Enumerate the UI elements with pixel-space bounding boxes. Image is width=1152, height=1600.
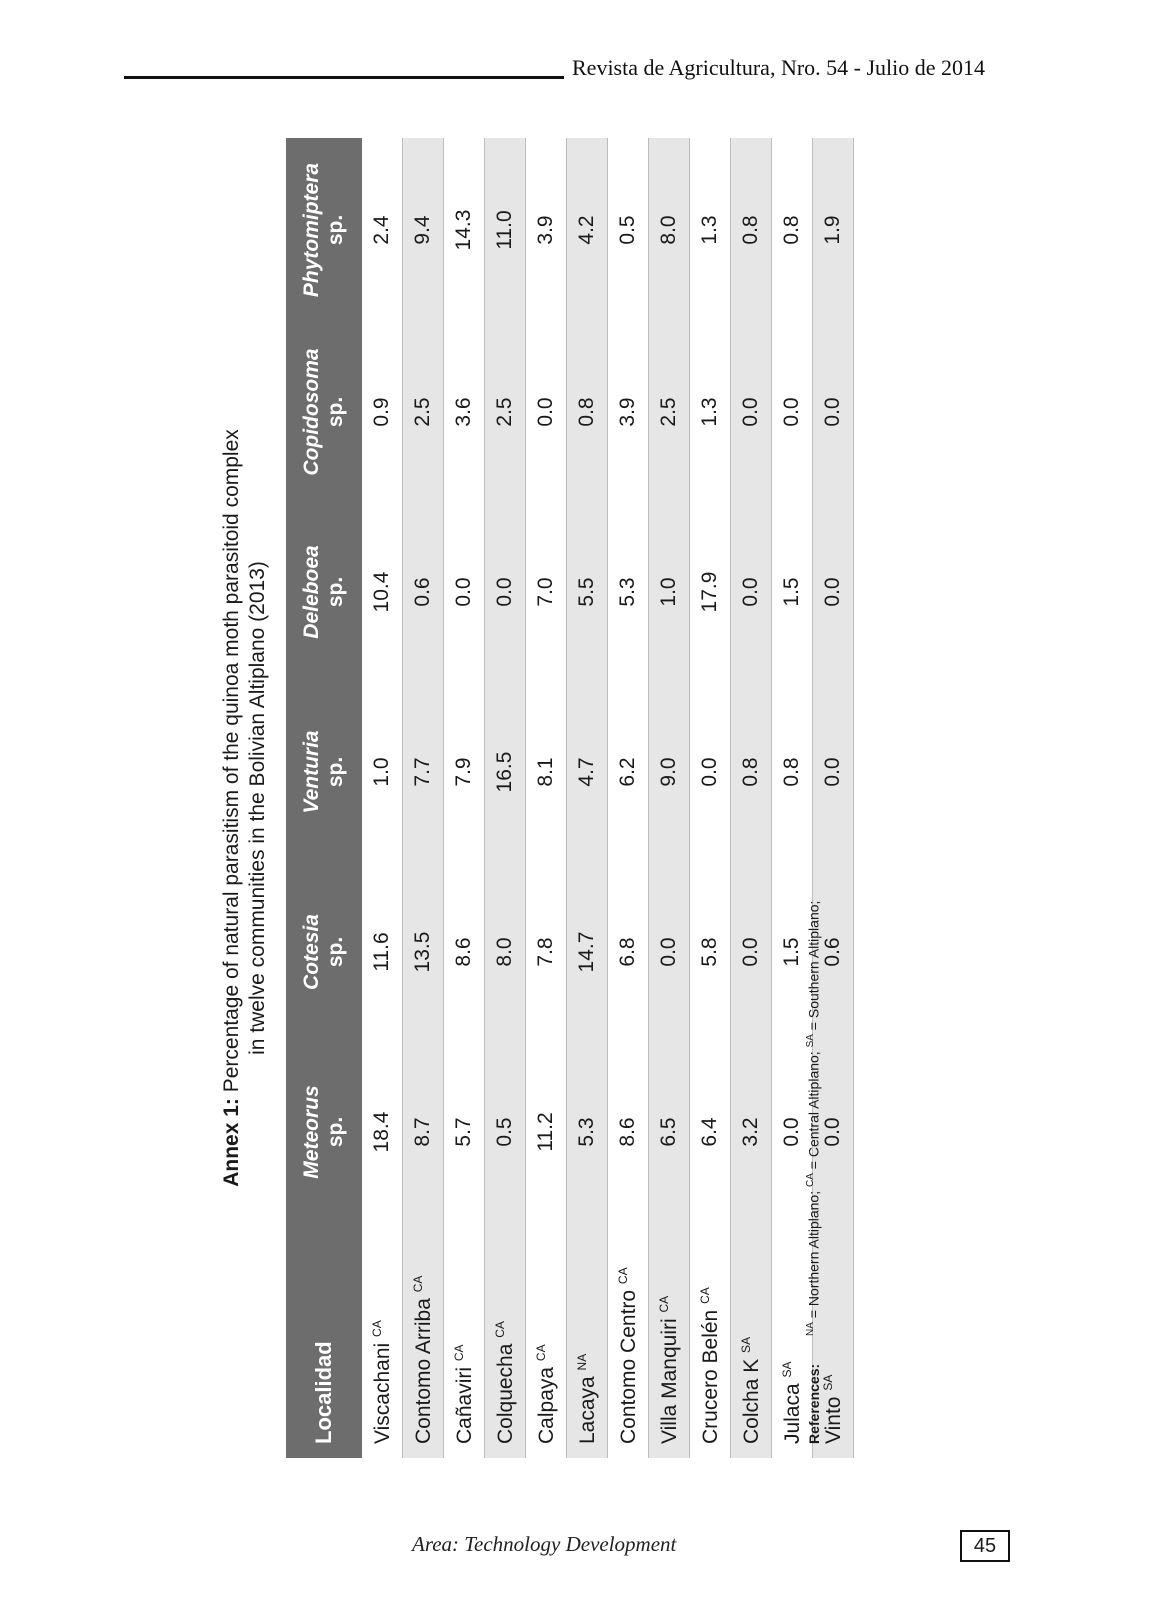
parasitism-table bbox=[286, 138, 854, 1458]
value-cell: 0.0 bbox=[690, 682, 731, 862]
locality-name: Calpaya bbox=[534, 1366, 558, 1444]
ref-text: = Southern Altiplano; bbox=[805, 900, 822, 1035]
value-cell: 0.8 bbox=[731, 682, 772, 862]
value-cell: 0.0 bbox=[772, 1042, 813, 1222]
value-cell: 10.4 bbox=[362, 502, 403, 682]
value-cell: 2.4 bbox=[362, 138, 403, 322]
value-cell: 1.3 bbox=[690, 138, 731, 322]
locality-cell bbox=[526, 1222, 567, 1458]
value-cell: 0.6 bbox=[403, 502, 444, 682]
value-cell: 5.3 bbox=[608, 502, 649, 682]
locality-cell bbox=[444, 1222, 485, 1458]
value-cell: 6.8 bbox=[608, 862, 649, 1042]
value-cell: 8.0 bbox=[485, 862, 526, 1042]
column-suffix: sp. bbox=[324, 936, 347, 968]
value-cell: 1.0 bbox=[649, 502, 690, 682]
table-row bbox=[526, 138, 567, 1458]
ref-abbr: NA bbox=[805, 1322, 816, 1336]
value-cell: 1.5 bbox=[772, 502, 813, 682]
rotated-annex bbox=[215, 148, 855, 1468]
value-cell: 0.8 bbox=[567, 322, 608, 502]
value-cell: 0.0 bbox=[813, 322, 854, 502]
locality-cell bbox=[485, 1222, 526, 1458]
value-cell: 1.0 bbox=[362, 682, 403, 862]
value-cell: 6.5 bbox=[649, 1042, 690, 1222]
value-cell: 0.0 bbox=[444, 502, 485, 682]
table-header-row bbox=[286, 138, 362, 1458]
locality-cell bbox=[690, 1222, 731, 1458]
value-cell: 5.7 bbox=[444, 1042, 485, 1222]
value-cell: 0.0 bbox=[813, 682, 854, 862]
column-genus: Deleboea bbox=[300, 545, 323, 639]
ref-abbr: SA bbox=[805, 1034, 816, 1048]
value-cell: 2.5 bbox=[649, 322, 690, 502]
value-cell: 3.6 bbox=[444, 322, 485, 502]
value-cell: 0.6 bbox=[813, 862, 854, 1042]
column-header bbox=[286, 322, 362, 502]
region-code: CA bbox=[369, 1320, 384, 1337]
value-cell: 1.3 bbox=[690, 322, 731, 502]
locality-name: Viscachani bbox=[370, 1342, 394, 1444]
column-suffix: sp. bbox=[324, 1116, 347, 1148]
locality-name: Vinto bbox=[821, 1396, 845, 1444]
value-cell: 0.0 bbox=[526, 322, 567, 502]
locality-name: Villa Manquiri bbox=[657, 1318, 681, 1444]
value-cell: 1.5 bbox=[772, 862, 813, 1042]
value-cell: 0.9 bbox=[362, 322, 403, 502]
region-code: CA bbox=[410, 1275, 425, 1293]
value-cell: 0.5 bbox=[608, 138, 649, 322]
value-cell: 0.0 bbox=[813, 502, 854, 682]
value-cell: 11.6 bbox=[362, 862, 403, 1042]
region-code: CA bbox=[451, 1344, 466, 1362]
column-genus: Phytomiptera bbox=[300, 162, 323, 298]
value-cell: 8.6 bbox=[608, 1042, 649, 1222]
value-cell: 9.4 bbox=[403, 138, 444, 322]
value-cell: 6.4 bbox=[690, 1042, 731, 1222]
locality-cell bbox=[649, 1222, 690, 1458]
value-cell: 2.5 bbox=[403, 322, 444, 502]
value-cell: 6.2 bbox=[608, 682, 649, 862]
value-cell: 8.1 bbox=[526, 682, 567, 862]
value-cell: 14.7 bbox=[567, 862, 608, 1042]
region-code: CA bbox=[656, 1295, 671, 1313]
column-suffix: sp. bbox=[324, 396, 347, 428]
locality-name: Cañaviri bbox=[452, 1366, 476, 1444]
value-cell: 0.0 bbox=[731, 862, 772, 1042]
references bbox=[805, 901, 822, 1444]
value-cell: 9.0 bbox=[649, 682, 690, 862]
locality-name: Contomo Arriba bbox=[411, 1298, 435, 1444]
column-header: Localidad bbox=[286, 1222, 362, 1458]
value-cell: 7.0 bbox=[526, 502, 567, 682]
column-header bbox=[286, 1042, 362, 1222]
value-cell: 8.6 bbox=[444, 862, 485, 1042]
locality-cell bbox=[362, 1222, 403, 1458]
ref-text: = Central Altiplano; bbox=[805, 1047, 822, 1174]
value-cell: 3.9 bbox=[526, 138, 567, 322]
locality-name: Lacaya bbox=[575, 1376, 599, 1444]
value-cell: 7.7 bbox=[403, 682, 444, 862]
column-header bbox=[286, 862, 362, 1042]
ref-text: = Northern Altiplano; bbox=[805, 1187, 822, 1323]
value-cell: 0.0 bbox=[772, 322, 813, 502]
locality-name: Colcha K bbox=[739, 1358, 763, 1444]
caption-line-1 bbox=[219, 148, 245, 1468]
region-code: CA bbox=[697, 1287, 712, 1304]
caption-line-2: in twelve communities in the Bolivian Altiplano (2013) bbox=[246, 561, 269, 1055]
value-cell: 5.5 bbox=[567, 502, 608, 682]
caption-label: Annex 1: bbox=[220, 1098, 243, 1187]
value-cell: 0.0 bbox=[731, 322, 772, 502]
caption-text-1: Percentage of natural parasitism of the quinoa moth parasitoid complex bbox=[220, 429, 243, 1093]
value-cell: 0.5 bbox=[485, 1042, 526, 1222]
locality-name: Julaca bbox=[780, 1383, 804, 1444]
table-row bbox=[567, 138, 608, 1458]
region-code: SA bbox=[779, 1361, 794, 1378]
value-cell: 5.3 bbox=[567, 1042, 608, 1222]
locality-name: Contomo Centro bbox=[616, 1289, 640, 1444]
value-cell: 7.9 bbox=[444, 682, 485, 862]
value-cell: 0.0 bbox=[813, 1042, 854, 1222]
table-row bbox=[485, 138, 526, 1458]
header-rule bbox=[124, 76, 564, 79]
column-genus: Cotesia bbox=[300, 914, 323, 990]
references-label: References: bbox=[805, 1363, 822, 1444]
value-cell: 8.7 bbox=[403, 1042, 444, 1222]
locality-name: Crucero Belén bbox=[698, 1309, 722, 1444]
region-code: SA bbox=[738, 1336, 753, 1353]
value-cell: 18.4 bbox=[362, 1042, 403, 1222]
table-body bbox=[362, 138, 854, 1458]
footer-area: Area: Technology Development bbox=[412, 1532, 677, 1556]
value-cell: 3.9 bbox=[608, 322, 649, 502]
table-row bbox=[362, 138, 403, 1458]
region-code: CA bbox=[492, 1321, 507, 1338]
column-genus: Venturia bbox=[300, 730, 323, 814]
table-row bbox=[731, 138, 772, 1458]
table-row bbox=[649, 138, 690, 1458]
page-number: 45 bbox=[960, 1530, 1010, 1562]
locality-cell bbox=[567, 1222, 608, 1458]
table-caption bbox=[219, 148, 271, 1468]
region-code: CA bbox=[533, 1344, 548, 1362]
value-cell: 0.0 bbox=[731, 502, 772, 682]
region-code: CA bbox=[615, 1267, 630, 1285]
value-cell: 0.0 bbox=[649, 862, 690, 1042]
column-genus: Copidosoma bbox=[300, 348, 323, 476]
value-cell: 2.5 bbox=[485, 322, 526, 502]
value-cell: 0.8 bbox=[772, 138, 813, 322]
column-genus: Meteorus bbox=[300, 1085, 323, 1179]
locality-name: Colquecha bbox=[493, 1343, 517, 1444]
ref-abbr: CA bbox=[805, 1173, 816, 1188]
value-cell: 13.5 bbox=[403, 862, 444, 1042]
value-cell: 7.8 bbox=[526, 862, 567, 1042]
column-header bbox=[286, 502, 362, 682]
column-header bbox=[286, 138, 362, 322]
value-cell: 4.2 bbox=[567, 138, 608, 322]
value-cell: 14.3 bbox=[444, 138, 485, 322]
value-cell: 11.0 bbox=[485, 138, 526, 322]
journal-title: Revista de Agricultura, Nro. 54 - Julio de 2014 bbox=[572, 55, 986, 80]
column-suffix: sp. bbox=[324, 576, 347, 608]
locality-cell bbox=[403, 1222, 444, 1458]
column-suffix: sp. bbox=[324, 214, 347, 246]
value-cell: 5.8 bbox=[690, 862, 731, 1042]
value-cell: 8.0 bbox=[649, 138, 690, 322]
locality-cell bbox=[608, 1222, 649, 1458]
value-cell: 11.2 bbox=[526, 1042, 567, 1222]
column-suffix: sp. bbox=[324, 756, 347, 788]
value-cell: 0.8 bbox=[731, 138, 772, 322]
table-row bbox=[690, 138, 731, 1458]
table-row bbox=[403, 138, 444, 1458]
table-row bbox=[444, 138, 485, 1458]
region-code: SA bbox=[820, 1374, 835, 1391]
value-cell: 0.0 bbox=[485, 502, 526, 682]
value-cell: 1.9 bbox=[813, 138, 854, 322]
value-cell: 0.8 bbox=[772, 682, 813, 862]
table-row bbox=[608, 138, 649, 1458]
region-code: NA bbox=[574, 1353, 589, 1371]
value-cell: 3.2 bbox=[731, 1042, 772, 1222]
value-cell: 4.7 bbox=[567, 682, 608, 862]
column-header bbox=[286, 682, 362, 862]
locality-cell bbox=[731, 1222, 772, 1458]
value-cell: 16.5 bbox=[485, 682, 526, 862]
value-cell: 17.9 bbox=[690, 502, 731, 682]
